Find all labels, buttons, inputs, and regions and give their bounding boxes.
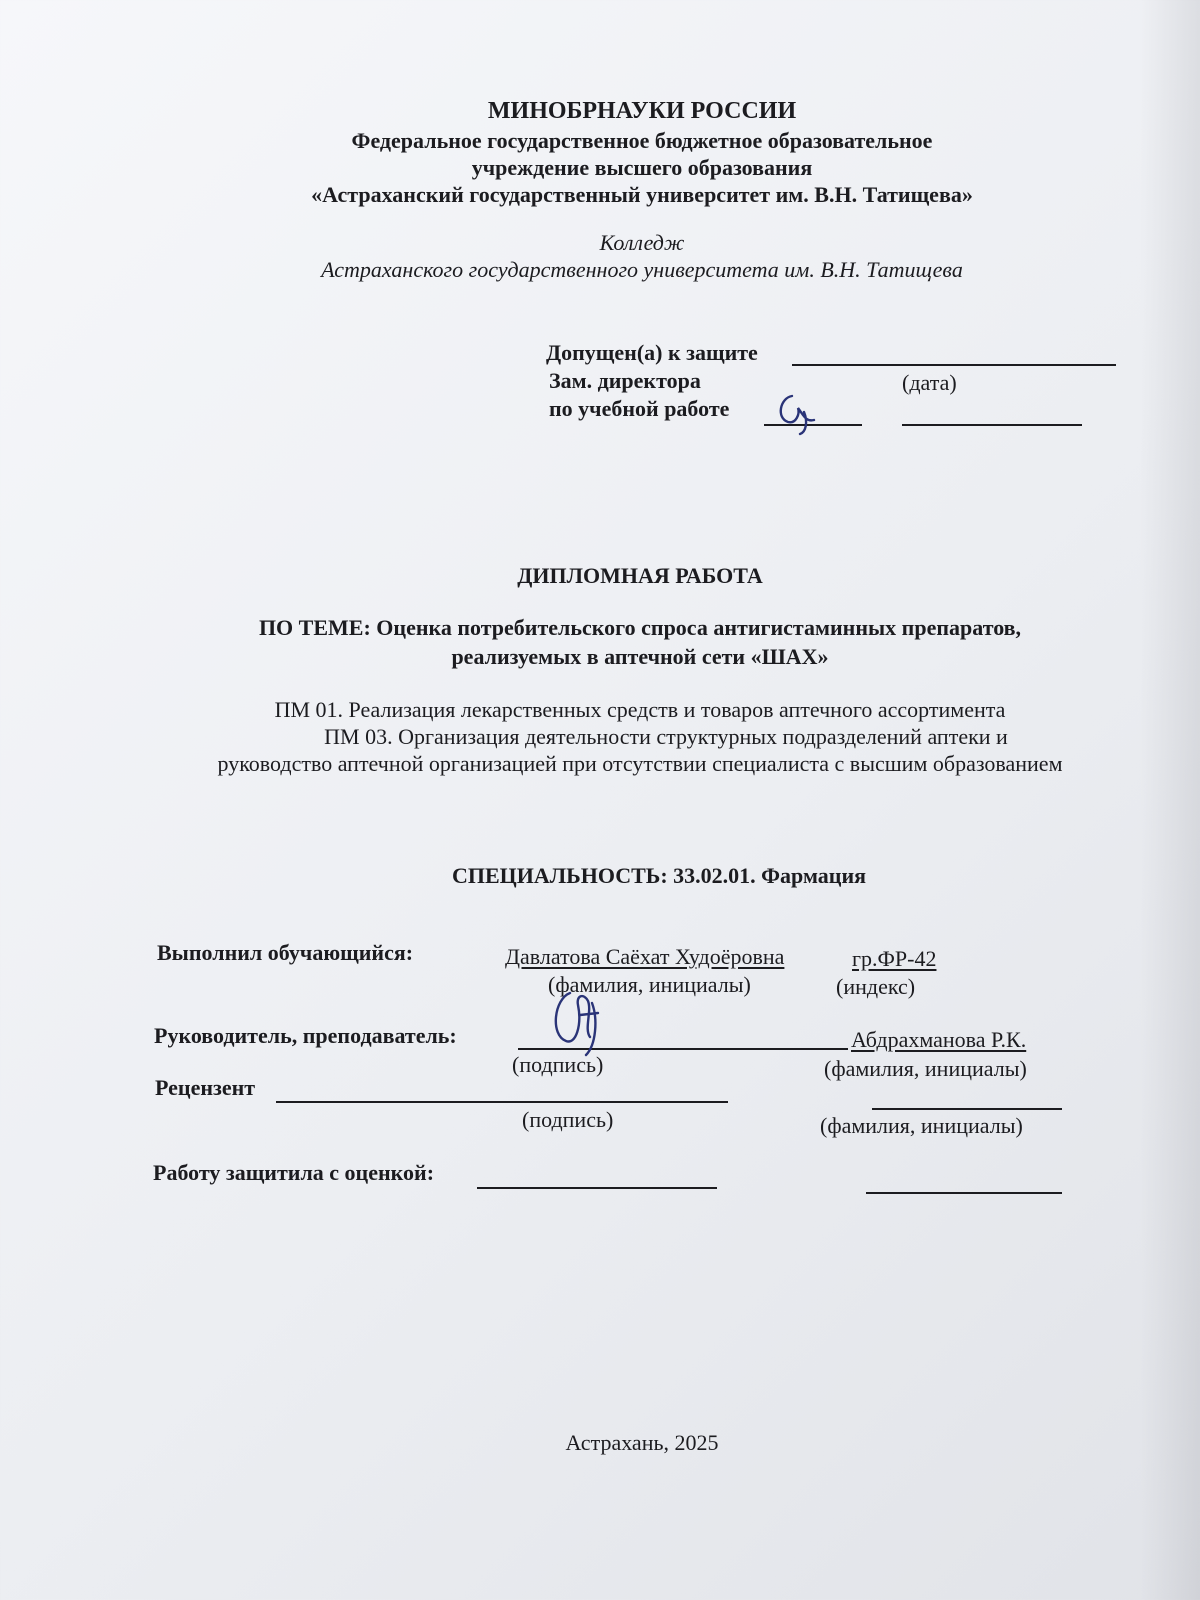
student-group: гр.ФР-42 bbox=[852, 946, 937, 971]
reviewer-label: Рецензент bbox=[155, 1075, 256, 1100]
student-name: Давлатова Саёхат Худоёровна bbox=[505, 944, 785, 969]
reviewer-signature-caption: (подпись) bbox=[522, 1107, 614, 1132]
defense-signature-line bbox=[866, 1192, 1062, 1194]
document-type: ДИПЛОМНАЯ РАБОТА bbox=[517, 563, 763, 588]
academic-label: по учебной работе bbox=[549, 396, 730, 421]
college-line-2: Астраханского государственного университета им. В.Н. Татищева bbox=[321, 257, 963, 282]
reviewer-name-caption: (фамилия, инициалы) bbox=[820, 1113, 1023, 1138]
org-line-2: учреждение высшего образования bbox=[471, 155, 813, 180]
module-line-3: руководство аптечной организацией при отсутствии специалиста с высшим образованием bbox=[217, 751, 1063, 776]
deputy-signature bbox=[770, 388, 830, 438]
org-line-1: Федеральное государственное бюджетное образовательное bbox=[351, 128, 933, 153]
supervisor-name-caption: (фамилия, инициалы) bbox=[824, 1056, 1027, 1081]
topic-line-1: ПО ТЕМЕ: Оценка потребительского спроса антигистаминных препаратов, bbox=[258, 615, 1022, 640]
topic-line-2: реализуемых в аптечной сети «ШАХ» bbox=[451, 644, 829, 669]
deputy-label: Зам. директора bbox=[549, 368, 701, 393]
module-line-1: ПМ 01. Реализация лекарственных средств и товаров аптечного ассортимента bbox=[274, 697, 1006, 722]
date-caption: (дата) bbox=[902, 370, 957, 395]
admitted-label: Допущен(а) к защите bbox=[546, 340, 758, 365]
module-line-2: ПМ 03. Организация деятельности структурных подразделений аптеки и bbox=[324, 724, 1008, 749]
defense-label: Работу защитила с оценкой: bbox=[153, 1160, 435, 1185]
reviewer-name-line bbox=[872, 1108, 1062, 1110]
grade-line bbox=[477, 1187, 717, 1189]
supervisor-signature-caption: (подпись) bbox=[512, 1052, 604, 1077]
date-line bbox=[902, 424, 1082, 426]
supervisor-label: Руководитель, преподаватель: bbox=[154, 1023, 457, 1048]
specialty: СПЕЦИАЛЬНОСТЬ: 33.02.01. Фармация bbox=[452, 863, 867, 888]
student-label: Выполнил обучающийся: bbox=[157, 940, 414, 965]
college-line-1: Колледж bbox=[599, 230, 685, 255]
student-name-caption: (фамилия, инициалы) bbox=[548, 972, 751, 997]
student-group-caption: (индекс) bbox=[836, 974, 916, 999]
city-year: Астрахань, 2025 bbox=[565, 1430, 719, 1455]
supervisor-name: Абдрахманова Р.К. bbox=[851, 1027, 1027, 1052]
reviewer-signature-line bbox=[276, 1101, 728, 1103]
ministry-heading: МИНОБРНАУКИ РОССИИ bbox=[487, 98, 797, 124]
university-name: «Астраханский государственный университет им. В.Н. Татищева» bbox=[311, 182, 973, 207]
admitted-line bbox=[792, 364, 1116, 366]
